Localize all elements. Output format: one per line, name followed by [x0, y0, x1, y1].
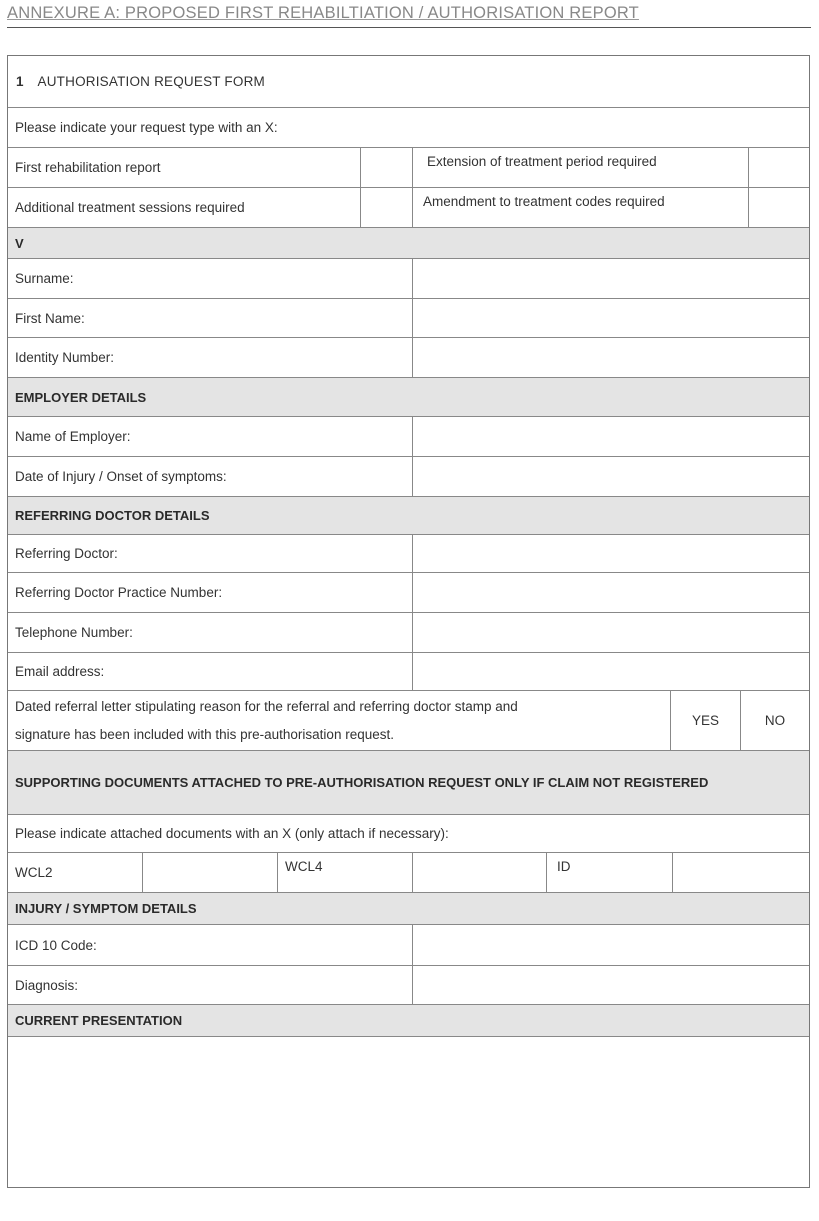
date-of-injury-label: Date of Injury / Onset of symptoms: [15, 469, 227, 484]
form-row [8, 572, 809, 612]
identity-number-label: Identity Number: [15, 350, 115, 365]
authorisation-form [7, 55, 810, 1188]
section-number: 1 [16, 74, 24, 89]
icd10-field[interactable] [412, 925, 809, 965]
first-report-checkbox[interactable] [360, 148, 412, 187]
date-of-injury-field[interactable] [412, 457, 809, 496]
diagnosis-field[interactable] [412, 966, 809, 1004]
injury-heading-row [8, 892, 809, 924]
first-name-label: First Name: [15, 310, 85, 326]
form-row [8, 965, 809, 1004]
request-row [8, 187, 809, 227]
icd10-label: ICD 10 Code: [15, 937, 97, 953]
practice-number-field[interactable] [412, 573, 809, 612]
form-row [8, 416, 809, 456]
employer-heading: EMPLOYER DETAILS [15, 389, 147, 405]
additional-sessions-checkbox[interactable] [360, 188, 412, 227]
employer-heading-row [8, 377, 809, 416]
wcl4-label: WCL4 [277, 853, 412, 892]
additional-sessions-label: Additional treatment sessions required [15, 200, 245, 215]
patient-heading: V [15, 235, 24, 251]
presentation-heading-row [8, 1004, 809, 1036]
presentation-heading: CURRENT PRESENTATION [15, 1013, 183, 1028]
supporting-heading-row [8, 750, 809, 814]
request-row [8, 147, 809, 187]
id-label: ID [546, 853, 672, 892]
amendment-label: Amendment to treatment codes required [412, 188, 748, 227]
form-row [8, 924, 809, 965]
page-header [7, 2, 811, 28]
wcl2-checkbox[interactable] [142, 853, 277, 892]
form-row [8, 456, 809, 496]
form-row [8, 612, 809, 652]
employer-name-label: Name of Employer: [15, 429, 131, 444]
form-row [8, 337, 809, 377]
surname-field[interactable] [412, 259, 809, 298]
employer-name-field[interactable] [412, 417, 809, 456]
section-title-row [8, 56, 809, 107]
wcl2-label: WCL2 [15, 865, 53, 880]
injury-heading: INJURY / SYMPTOM DETAILS [15, 901, 197, 916]
extension-label: Extension of treatment period required [412, 148, 748, 187]
documents-row [8, 852, 809, 892]
referral-line-2: signature has been included with this pre-authorisation request. [15, 726, 394, 742]
request-instruction: Please indicate your request type with an X: [15, 120, 278, 135]
form-row [8, 652, 809, 690]
section-title: AUTHORISATION REQUEST FORM [37, 74, 265, 89]
first-report-label: First rehabilitation report [15, 160, 161, 175]
patient-heading-row [8, 227, 809, 258]
wcl4-checkbox[interactable] [412, 853, 546, 892]
practice-number-label: Referring Doctor Practice Number: [15, 585, 223, 600]
extension-checkbox[interactable] [748, 148, 809, 187]
first-name-field[interactable] [412, 299, 809, 337]
form-row [8, 534, 809, 572]
doctor-heading-row [8, 496, 809, 534]
supporting-instruction-row [8, 814, 809, 852]
identity-number-field[interactable] [412, 338, 809, 377]
email-label: Email address: [15, 664, 105, 679]
amendment-checkbox[interactable] [748, 188, 809, 227]
id-checkbox[interactable] [672, 853, 809, 892]
referring-doctor-field[interactable] [412, 535, 809, 572]
doctor-heading: REFERRING DOCTOR DETAILS [15, 508, 210, 523]
diagnosis-label: Diagnosis: [15, 977, 79, 993]
referral-letter-text [8, 691, 670, 750]
yes-option[interactable]: YES [670, 691, 740, 750]
form-row [8, 258, 809, 298]
referral-line-1: Dated referral letter stipulating reason for the referral and referring doctor stamp and [15, 698, 518, 714]
page-title: ANNEXURE A: PROPOSED FIRST REHABILTIATION / AUTHORISATION REPORT [7, 4, 639, 22]
no-option[interactable]: NO [740, 691, 809, 750]
supporting-instruction: Please indicate attached documents with an X (only attach if necessary): [15, 826, 449, 841]
referral-letter-row [8, 690, 809, 750]
email-field[interactable] [412, 653, 809, 690]
supporting-heading: SUPPORTING DOCUMENTS ATTACHED TO PRE-AUTHORISATION REQUEST ONLY IF CLAIM NOT REGISTERED [15, 775, 709, 790]
referring-doctor-label: Referring Doctor: [15, 546, 118, 561]
request-instruction-row [8, 107, 809, 147]
telephone-field[interactable] [412, 613, 809, 652]
telephone-label: Telephone Number: [15, 625, 133, 640]
presentation-text-area[interactable] [8, 1036, 809, 1187]
surname-label: Surname: [15, 271, 74, 286]
form-row [8, 298, 809, 337]
